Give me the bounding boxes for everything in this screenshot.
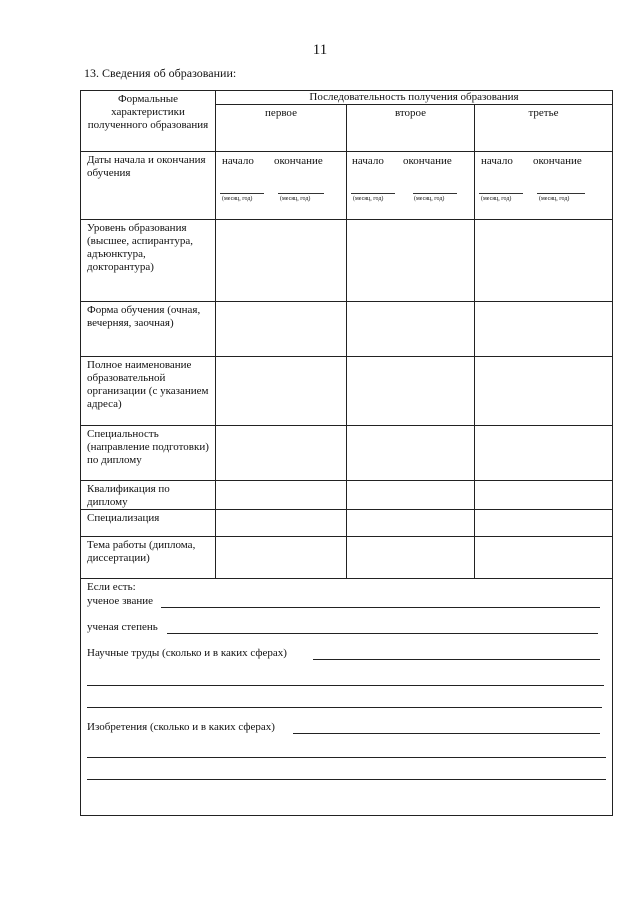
dates-cell-second[interactable] [347,152,475,220]
academic-title-label: ученое звание [87,595,153,607]
start-date-line[interactable] [479,193,523,194]
scientific-works-line[interactable] [313,659,600,660]
start-label: начало [222,155,254,167]
table-row [81,302,613,357]
start-date-line[interactable] [220,193,264,194]
header-education-sequence: Последовательность получения образования [216,91,613,105]
section-title: 13. Сведения об образовании: [84,66,237,80]
table-cell[interactable] [347,481,475,510]
row-label-level: Уровень образования (высшее, аспирантура, адъюнктура, докторантура) [81,220,216,302]
end-label: окончание [403,155,452,167]
date-caption: (месяц, год) [481,196,512,202]
table-cell[interactable] [216,537,347,579]
table-cell[interactable] [216,481,347,510]
table-row [81,510,613,537]
date-caption: (месяц, год) [414,196,445,202]
inventions-label: Изобретения (сколько и в каких сферах) [87,721,275,733]
table-cell[interactable] [216,510,347,537]
end-date-line[interactable] [278,193,324,194]
row-label-specialty: Специальность (направление подготовки) по диплому [81,426,216,481]
academic-title-line[interactable] [161,607,600,608]
date-caption: (месяц, год) [353,196,384,202]
scientific-works-line-3[interactable] [87,707,602,708]
page-number: 11 [312,42,328,58]
education-table [80,90,613,816]
table-cell[interactable] [216,220,347,302]
date-caption: (месяц, год) [280,196,311,202]
table-cell[interactable] [475,357,613,426]
end-date-line[interactable] [413,193,457,194]
table-cell[interactable] [347,510,475,537]
column-first: первое [216,105,347,152]
table-cell[interactable] [347,537,475,579]
column-second: второе [347,105,475,152]
end-label: окончание [274,155,323,167]
extra-info-row [81,579,613,816]
dates-cell-first[interactable] [216,152,347,220]
header-formal-characteristics: Формальные характеристики полученного образования [81,91,216,152]
scientific-works-line-2[interactable] [87,685,604,686]
table-cell[interactable] [475,302,613,357]
column-third: третье [475,105,613,152]
table-cell[interactable] [475,426,613,481]
table-row [81,426,613,481]
inventions-line[interactable] [293,733,600,734]
start-date-line[interactable] [351,193,395,194]
table-row [81,537,613,579]
table-cell[interactable] [475,537,613,579]
date-caption: (месяц, год) [222,196,253,202]
table-cell[interactable] [475,510,613,537]
table-row [81,152,613,220]
extra-info-cell [81,579,613,816]
row-label-specialization: Специализация [81,510,216,537]
table-cell[interactable] [216,426,347,481]
end-label: окончание [533,155,582,167]
row-label-dates: Даты начала и окончания обучения [81,152,216,220]
if-any-label: Если есть: [87,581,136,593]
inventions-line-2[interactable] [87,757,606,758]
inventions-line-3[interactable] [87,779,606,780]
dates-cell-third[interactable] [475,152,613,220]
row-label-thesis-topic: Тема работы (диплома, диссертации) [81,537,216,579]
table-row [81,481,613,510]
table-row [81,220,613,302]
end-date-line[interactable] [537,193,585,194]
table-cell[interactable] [347,426,475,481]
row-label-qualification: Квалификация по диплому [81,481,216,510]
table-cell[interactable] [347,220,475,302]
table-cell[interactable] [347,302,475,357]
start-label: начало [352,155,384,167]
table-cell[interactable] [216,357,347,426]
academic-degree-label: ученая степень [87,621,158,633]
row-label-study-form: Форма обучения (очная, вечерняя, заочная) [81,302,216,357]
table-cell[interactable] [216,302,347,357]
table-cell[interactable] [475,220,613,302]
table-row [81,357,613,426]
table-cell[interactable] [347,357,475,426]
academic-degree-line[interactable] [167,633,598,634]
table-cell[interactable] [475,481,613,510]
row-label-organization: Полное наименование образовательной организации (с указанием адреса) [81,357,216,426]
start-label: начало [481,155,513,167]
date-caption: (месяц, год) [539,196,570,202]
scientific-works-label: Научные труды (сколько и в каких сферах) [87,647,287,659]
